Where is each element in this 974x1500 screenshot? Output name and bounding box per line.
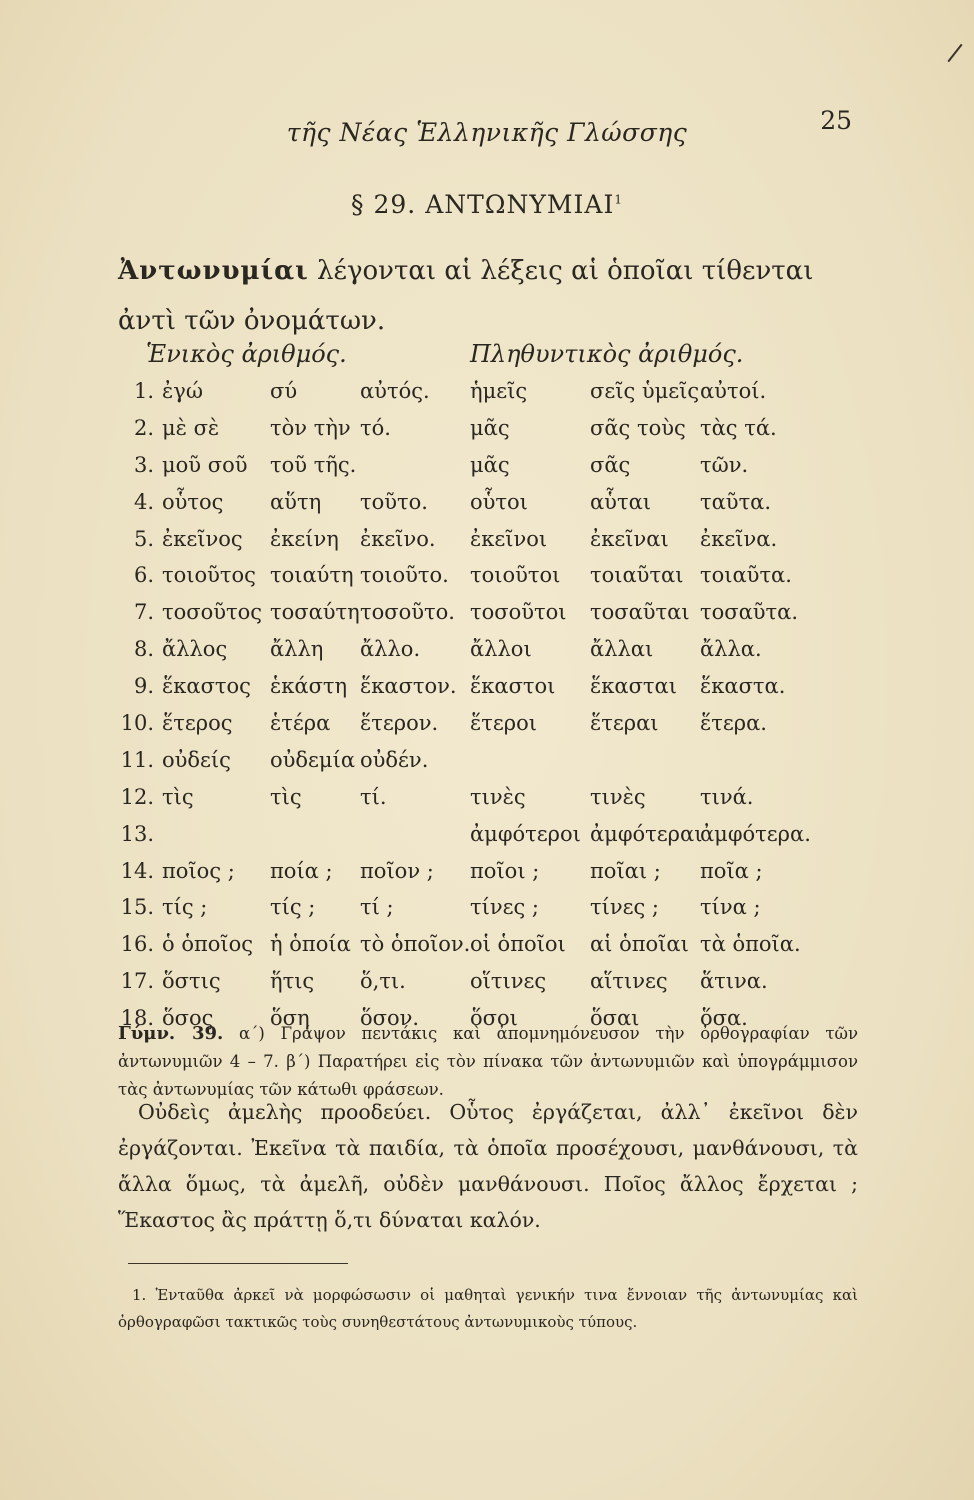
- pronoun-form: τινά.: [700, 784, 754, 809]
- row-number: 18.: [120, 1006, 154, 1031]
- pronoun-form: σύ: [270, 379, 298, 403]
- pronoun-form: τοσοῦτος: [162, 600, 263, 625]
- pronoun-form: ἕτεροι: [470, 711, 537, 736]
- pronoun-form: ἡ ὁποία: [270, 932, 351, 957]
- pronoun-form: ταῦτα.: [700, 489, 772, 514]
- pronoun-form: τινὲς: [470, 784, 526, 809]
- table-row: [0, 410, 974, 447]
- pronoun-form: ἄλλη: [270, 637, 324, 662]
- section-heading: [0, 190, 974, 219]
- table-row: [0, 926, 974, 963]
- pronoun-form: μᾶς: [470, 415, 510, 440]
- pronoun-form: τίς ;: [162, 895, 208, 920]
- table-row: [0, 447, 974, 484]
- pronoun-form: ἕτερα.: [700, 711, 767, 736]
- table-row: [0, 705, 974, 742]
- pronoun-form: τοσαύτη: [270, 600, 360, 625]
- pronoun-table: [0, 373, 974, 1037]
- pronoun-form: ὅστις: [162, 969, 221, 994]
- pronoun-form: τινὲς: [590, 784, 646, 809]
- row-number: 1.: [133, 379, 154, 403]
- pronoun-form: ὅσον.: [360, 1006, 420, 1031]
- pronoun-form: τοῦ τῆς.: [270, 452, 357, 477]
- row-number: 5.: [133, 526, 154, 551]
- pronoun-form: τοσοῦτοι: [470, 600, 567, 625]
- row-number: 14.: [120, 858, 154, 883]
- pronoun-form: ἄλλα.: [700, 637, 762, 662]
- pronoun-form: τοιοῦτος: [162, 563, 256, 588]
- pronoun-form: ἑκάστη: [270, 674, 348, 699]
- pronoun-form: ἄλλαι: [590, 637, 654, 662]
- pronoun-form: ἐκεῖνο.: [360, 526, 436, 551]
- pronoun-form: τοιαῦτα.: [700, 563, 792, 588]
- pronoun-form: τοιαύτη: [270, 563, 354, 588]
- pronoun-form: ἄλλοι: [470, 637, 532, 662]
- pronoun-form: σεῖς ὑμεῖς: [590, 379, 700, 403]
- row-number: 7.: [133, 600, 154, 625]
- plural-header: Πληθυντικὸς ἀριθμός.: [470, 340, 744, 368]
- pronoun-form: ὅση: [270, 1006, 310, 1031]
- pronoun-form: οἵτινες: [470, 969, 547, 994]
- pronoun-form: ἐκείνη: [270, 526, 339, 551]
- pronoun-form: οὗτος: [162, 489, 224, 514]
- pronoun-form: τοσαῦται: [590, 600, 690, 625]
- pronoun-form: ἀμφότερα.: [700, 821, 811, 846]
- pronoun-form: ὅσα.: [700, 1006, 748, 1031]
- row-number: 9.: [133, 674, 154, 699]
- pronoun-form: ὁ ὁποῖος: [162, 932, 254, 957]
- row-number: 16.: [120, 932, 154, 957]
- pronoun-form: τὰ ὁποῖα.: [700, 932, 801, 957]
- pronoun-form: ἑτέρα: [270, 711, 331, 736]
- exercise-label: Γύμν. 39.: [118, 1023, 224, 1044]
- pronoun-form: ἐγώ: [162, 379, 203, 403]
- pronoun-form: αὐτός.: [360, 379, 430, 403]
- pronoun-form: οὐδείς: [162, 747, 231, 772]
- pronoun-form: οὐδεμία: [270, 747, 355, 772]
- pronoun-form: τῶν.: [700, 452, 749, 477]
- exercise-passage: Οὐδεὶς ἀμελὴς προοδεύει. Οὗτος ἐργάζεται, ἀλλ᾽ ἐκεῖνοι δὲν ἐργάζονται. Ἐκεῖνα τὰ παιδία, τὰ ὁποῖα προσέχουσι, μανθάνουσι, τὰ ἄλλα ὅμως, τὰ ἀμελῆ, οὐδὲν μανθάνουσι. Ποῖος ἄλλος ἔρχεται ; Ἕκαστος ἂς πράττῃ ὅ,τι δύναται καλόν.: [118, 1100, 858, 1232]
- pronoun-form: ποῖον ;: [360, 858, 434, 883]
- defined-term: Ἀντωνυμίαι: [118, 256, 309, 286]
- row-number: 2.: [133, 415, 154, 440]
- pronoun-form: τοσαῦτα.: [700, 600, 799, 625]
- pronoun-form: τὶς: [162, 784, 194, 809]
- pronoun-form: ἕτερον.: [360, 711, 439, 736]
- pronoun-form: ποῖαι ;: [590, 858, 661, 883]
- pronoun-form: ἕκαστα.: [700, 674, 786, 699]
- pronoun-form: αὗται: [590, 489, 651, 514]
- table-row: [0, 816, 974, 853]
- pronoun-form: μᾶς: [470, 452, 510, 477]
- pronoun-form: τὸν τὴν: [270, 415, 351, 440]
- table-row: [0, 889, 974, 926]
- pronoun-form: αὕτη: [270, 489, 322, 514]
- pronoun-form: αἵτινες: [590, 969, 668, 994]
- exercise: [118, 1020, 858, 1104]
- row-number: 4.: [133, 489, 154, 514]
- pronoun-form: τοσοῦτο.: [360, 600, 455, 625]
- pronoun-form: τὰς τά.: [700, 415, 777, 440]
- pronoun-form: ἄλλο.: [360, 637, 421, 662]
- pronoun-form: ἄλλος: [162, 637, 228, 662]
- pronoun-form: τοιοῦτοι: [470, 563, 561, 588]
- pronoun-form: τοιαῦται: [590, 563, 684, 588]
- row-number: 17.: [120, 969, 154, 994]
- table-row: [0, 521, 974, 558]
- pronoun-form: ἕκαστος: [162, 674, 251, 699]
- pronoun-form: ποῖοι ;: [470, 858, 540, 883]
- table-row: [0, 779, 974, 816]
- pronoun-form: ποῖος ;: [162, 858, 235, 883]
- pronoun-form: τοῦτο.: [360, 489, 428, 514]
- table-row: [0, 594, 974, 631]
- pronoun-form: μὲ σὲ: [162, 415, 220, 440]
- pronoun-form: τί ;: [360, 895, 394, 920]
- pronoun-form: μοῦ σοῦ: [162, 452, 248, 477]
- pronoun-form: τὶς: [270, 784, 302, 809]
- pronoun-form: ἡμεῖς: [470, 379, 528, 403]
- pronoun-form: τίνες ;: [470, 895, 540, 920]
- footnote: 1. Ἐνταῦθα ἀρκεῖ νὰ μορφώσωσιν οἱ μαθηταὶ γενικήν τινα ἔννοιαν τῆς ἀντωνυμίας καὶ ὀρθογραφῶσι τακτικῶς τοὺς συνηθεστάτους ἀντωνυμικοὺς τύπους.: [118, 1286, 858, 1331]
- running-title: τῆς Νέας Ἑλληνικῆς Γλώσσης: [286, 118, 688, 147]
- singular-header: Ἑνικὸς ἀριθμός.: [146, 340, 347, 368]
- pronoun-form: σᾶς: [590, 452, 631, 477]
- pronoun-form: ἀμφότεραι: [590, 821, 703, 846]
- table-row: [0, 484, 974, 521]
- pronoun-form: οὐδέν.: [360, 747, 429, 772]
- footnote-ref: 1: [614, 192, 623, 207]
- pronoun-form: τίς ;: [270, 895, 316, 920]
- pronoun-form: τό.: [360, 415, 391, 440]
- pencil-mark: [947, 44, 962, 63]
- intro-paragraph: [118, 246, 838, 346]
- pronoun-form: αὐτοί.: [700, 379, 767, 403]
- pronoun-form: ἕκαστοι: [470, 674, 556, 699]
- pronoun-form: ἀμφότεροι: [470, 821, 581, 846]
- pronoun-form: τὸ ὁποῖον.: [360, 932, 471, 957]
- pronoun-form: ὅσοι: [470, 1006, 518, 1031]
- pronoun-form: ἕτερος: [162, 711, 233, 736]
- row-number: 8.: [133, 637, 154, 662]
- pronoun-form: ὅ,τι.: [360, 969, 406, 994]
- table-row: [0, 963, 974, 1000]
- row-number: 10.: [120, 711, 154, 736]
- table-row: [0, 631, 974, 668]
- section-title: ΑΝΤΩΝΥΜΙΑΙ: [425, 190, 615, 219]
- pronoun-form: ἅτινα.: [700, 969, 768, 994]
- table-row: [0, 742, 974, 779]
- pronoun-form: ἐκεῖναι: [590, 526, 669, 551]
- pronoun-form: ἕκαστον.: [360, 674, 457, 699]
- pronoun-form: ποῖα ;: [700, 858, 763, 883]
- table-row: [0, 853, 974, 890]
- table-row: [0, 557, 974, 594]
- pronoun-form: τί.: [360, 784, 387, 809]
- definition-text: λέγονται αἱ λέξεις αἱ ὁποῖαι τίθενται ἀντὶ τῶν ὀνομάτων.: [118, 256, 814, 336]
- row-number: 11.: [120, 747, 154, 772]
- pronoun-form: οἱ ὁποῖοι: [470, 932, 566, 957]
- row-number: 12.: [120, 784, 154, 809]
- pronoun-form: σᾶς τοὺς: [590, 415, 686, 440]
- section-number: § 29.: [351, 190, 417, 219]
- row-number: 3.: [133, 452, 154, 477]
- pronoun-form: ἐκεῖνος: [162, 526, 243, 551]
- pronoun-form: ἐκεῖνα.: [700, 526, 778, 551]
- pronoun-form: τοιοῦτο.: [360, 563, 449, 588]
- pronoun-form: ὅσαι: [590, 1006, 640, 1031]
- pronoun-form: ἐκεῖνοι: [470, 526, 548, 551]
- exercise-text: α΄) Γράψον πεντάκις καὶ ἀπομνημόνευσον τὴν ὀρθογραφίαν τῶν ἀντωνυμιῶν 4 – 7. β΄) Παρατήρει εἰς τὸν πίνακα τῶν ἀντωνυμιῶν καὶ ὑπογράμμισον τὰς ἀντωνυμίας τῶν κάτωθι φράσεων.: [118, 1024, 858, 1099]
- page-number: 25: [820, 106, 852, 135]
- row-number: 15.: [120, 895, 154, 920]
- pronoun-form: αἱ ὁποῖαι: [590, 932, 689, 957]
- pronoun-form: ἕκασται: [590, 674, 677, 699]
- table-row: [0, 373, 974, 410]
- pronoun-form: τίνα ;: [700, 895, 761, 920]
- pronoun-form: ποία ;: [270, 858, 333, 883]
- pronoun-form: ὅσος: [162, 1006, 214, 1031]
- table-row: [0, 668, 974, 705]
- pronoun-form: ἥτις: [270, 969, 315, 994]
- row-number: 13.: [120, 821, 154, 846]
- pronoun-form: τίνες ;: [590, 895, 660, 920]
- row-number: 6.: [133, 563, 154, 588]
- pronoun-form: ἕτεραι: [590, 711, 659, 736]
- footnote-divider: [128, 1263, 348, 1264]
- pronoun-form: οὗτοι: [470, 489, 528, 514]
